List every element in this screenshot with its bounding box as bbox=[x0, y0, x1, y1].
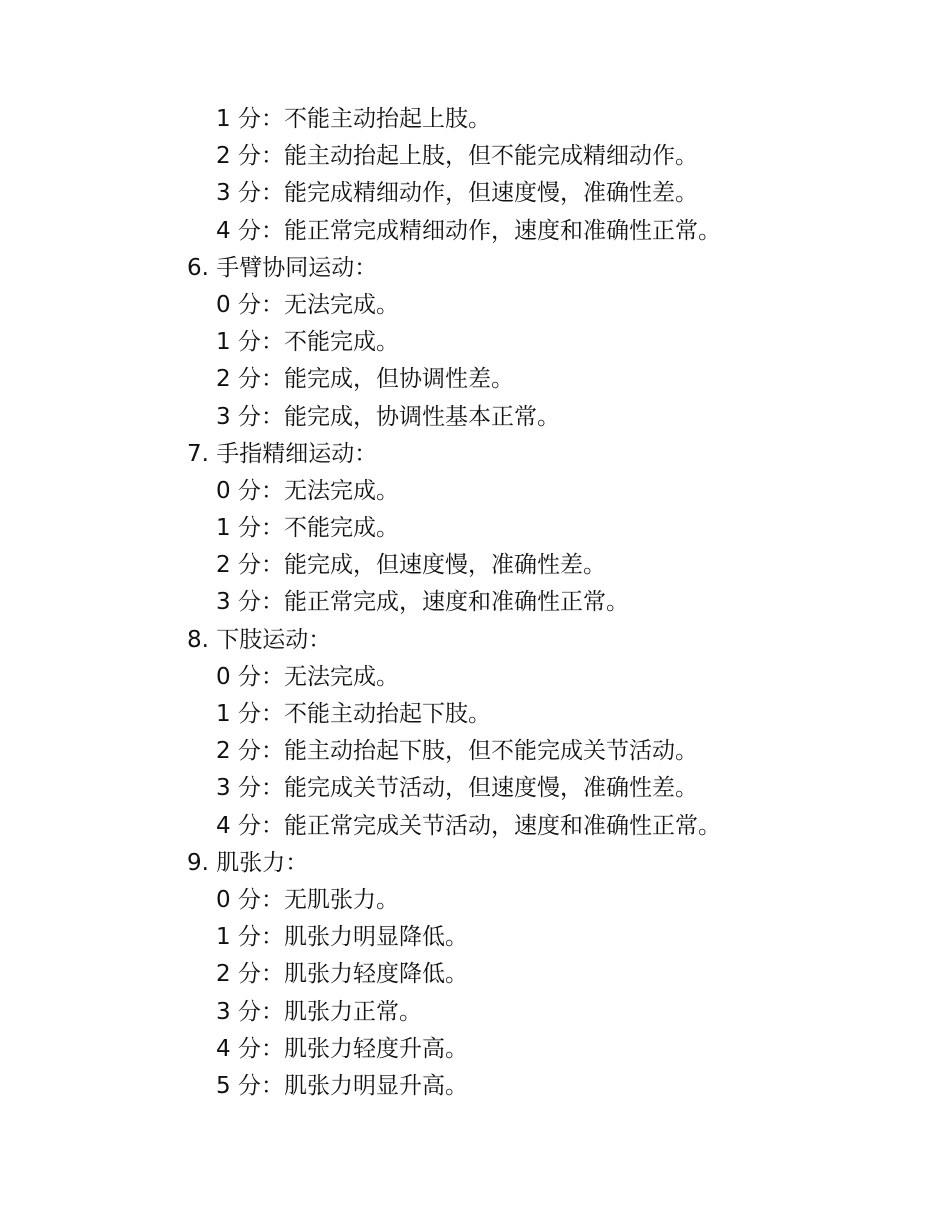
score-option: 2 分：能主动抬起下肢，但不能完成关节活动。 bbox=[216, 738, 698, 765]
score-option: 0 分：无法完成。 bbox=[216, 663, 399, 690]
score-option: 2 分：能主动抬起上肢，但不能完成精细动作。 bbox=[216, 143, 698, 170]
score-option: 3 分：肌张力正常。 bbox=[216, 998, 422, 1025]
score-option: 2 分：能完成，但速度慢，准确性差。 bbox=[216, 552, 606, 579]
score-option: 3 分：能完成精细动作，但速度慢，准确性差。 bbox=[216, 180, 698, 207]
score-option: 3 分：能完成，协调性基本正常。 bbox=[216, 403, 560, 430]
score-option: 0 分：无肌张力。 bbox=[216, 886, 399, 913]
score-option: 3 分：能完成关节活动，但速度慢，准确性差。 bbox=[216, 775, 698, 802]
score-option: 2 分：肌张力轻度降低。 bbox=[216, 961, 468, 988]
score-option: 5 分：肌张力明显升高。 bbox=[216, 1072, 468, 1099]
section-heading: 8. 下肢运动： bbox=[187, 626, 332, 653]
score-option: 1 分：不能完成。 bbox=[216, 329, 399, 356]
section-heading: 6. 手臂协同运动： bbox=[187, 254, 378, 281]
score-option: 0 分：无法完成。 bbox=[216, 291, 399, 318]
score-option: 1 分：不能主动抬起下肢。 bbox=[216, 701, 491, 727]
score-option: 2 分：能完成，但协调性差。 bbox=[216, 366, 514, 393]
score-option: 4 分：能正常完成精细动作，速度和准确性正常。 bbox=[216, 217, 721, 244]
score-option: 1 分：不能主动抬起上肢。 bbox=[216, 106, 491, 132]
score-option: 1 分：不能完成。 bbox=[216, 515, 399, 542]
score-option: 1 分：肌张力明显降低。 bbox=[216, 924, 468, 951]
score-option: 4 分：肌张力轻度升高。 bbox=[216, 1035, 468, 1062]
section-heading: 9. 肌张力： bbox=[187, 849, 309, 876]
section-heading: 7. 手指精细运动： bbox=[187, 440, 378, 467]
score-option: 4 分：能正常完成关节活动，速度和准确性正常。 bbox=[216, 812, 721, 839]
score-option: 3 分：能正常完成，速度和准确性正常。 bbox=[216, 589, 629, 616]
document-page bbox=[0, 101, 950, 1105]
score-option: 0 分：无法完成。 bbox=[216, 477, 399, 504]
